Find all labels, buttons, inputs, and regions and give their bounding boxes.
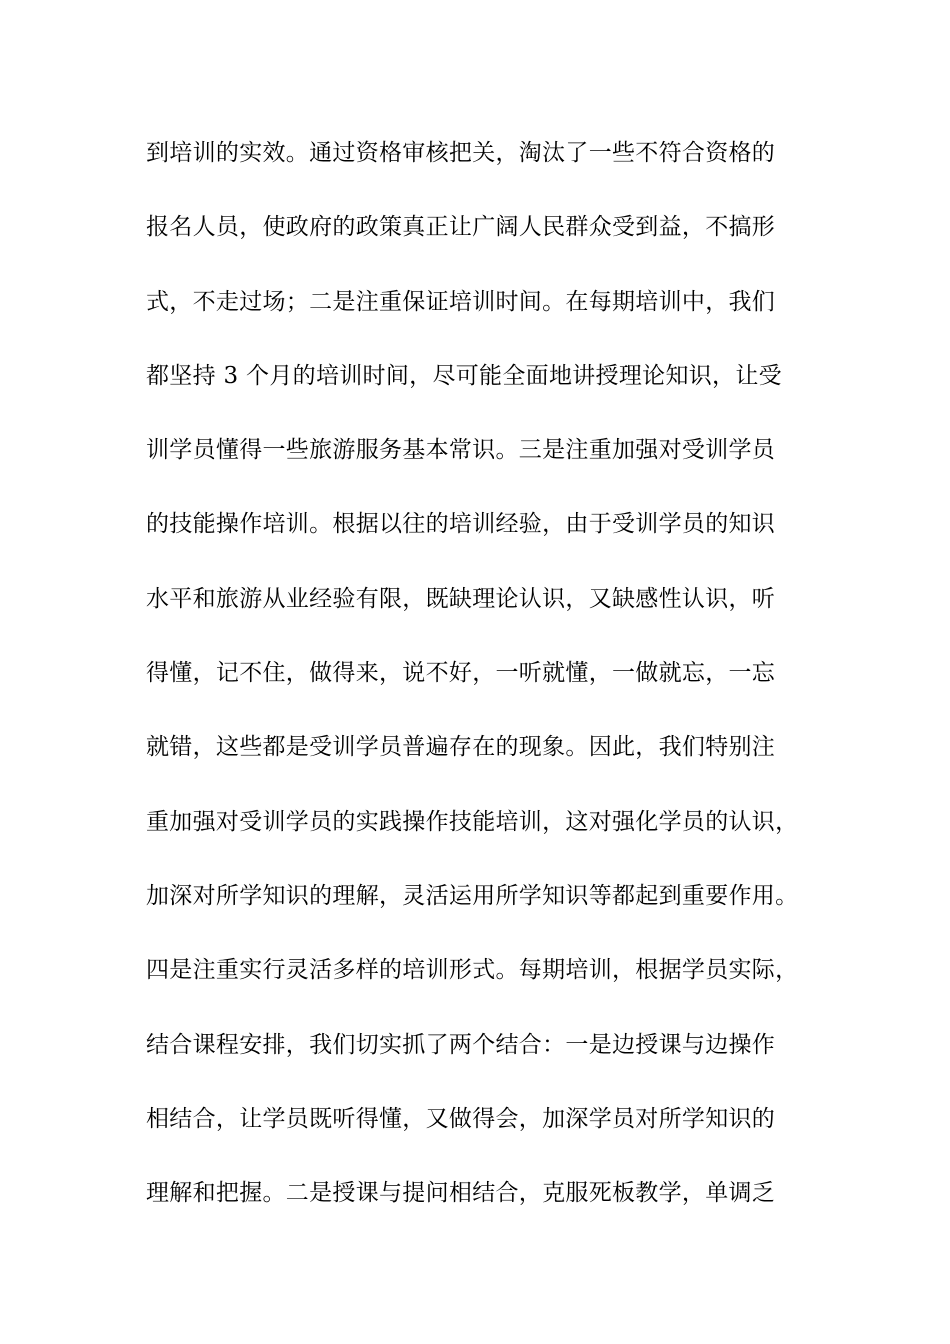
text-line: 式，不走过场；二是注重保证培训时间。在每期培训中，我们 [146,288,776,315]
text-line: 理解和把握。二是授课与提问相结合，克服死板教学，单调乏 [146,1180,776,1207]
text-line: 到培训的实效。通过资格审核把关，淘汰了一些不符合资格的 [146,140,776,166]
text-line: 就错，这些都是受训学员普遍存在的现象。因此，我们特别注 [146,734,776,761]
text-line: 四是注重实行灵活多样的培训形式。每期培训，根据学员实际， [146,957,799,984]
text-line: 得懂，记不住，做得来，说不好，一听就懂，一做就忘，一忘 [146,660,776,687]
text-line: 报名人员，使政府的政策真正让广阔人民群众受到益，不搞形 [146,214,776,241]
text-line: 训学员懂得一些旅游服务基本常识。三是注重加强对受训学员 [146,437,776,464]
text-line: 水平和旅游从业经验有限，既缺理论认识，又缺感性认识，听 [146,585,776,612]
text-line: 重加强对受训学员的实践操作技能培训，这对强化学员的认识， [146,808,799,835]
text-line: 的技能操作培训。根据以往的培训经验，由于受训学员的知识 [146,511,776,538]
text-line: 结合课程安排，我们切实抓了两个结合：一是边授课与边操作 [146,1031,776,1058]
text-line: 都坚持 3 个月的培训时间，尽可能全面地讲授理论知识，让受 [146,362,782,389]
body-text [146,128,836,1242]
text-line: 相结合，让学员既听得懂，又做得会，加深学员对所学知识的 [146,1105,776,1132]
text-line: 加深对所学知识的理解，灵活运用所学知识等都起到重要作用。 [146,882,799,909]
